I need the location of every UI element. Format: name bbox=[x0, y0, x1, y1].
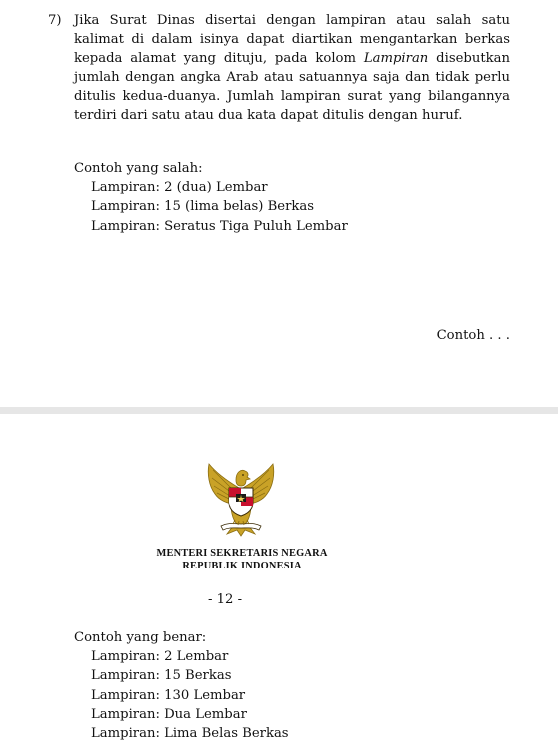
item-text-before: Jika Surat Dinas disertai dengan lampiran atau salah satu kalimat di dalam isinya dapat diartikan mengantarkan berkas kepada alamat yang dituju, pada kolom bbox=[74, 13, 510, 67]
correct-example-line: Lampiran: Dua Lembar bbox=[91, 706, 247, 722]
correct-example-line: Lampiran: Lima Belas Berkas bbox=[91, 726, 289, 742]
wrong-examples-list bbox=[91, 178, 348, 236]
rule-item-7 bbox=[48, 11, 510, 126]
page-separator bbox=[0, 407, 558, 414]
republic-title: REPUBLIK INDONESIA bbox=[182, 561, 302, 568]
continuation-marker: Contoh . . . bbox=[436, 328, 510, 343]
wrong-example-line: Lampiran: Seratus Tiga Puluh Lembar bbox=[91, 218, 348, 234]
item-text-after: disebutkan jumlah dengan angka Arab atau satuannya saja dan tidak perlu ditulis kedua-duanya. Jumlah lampiran surat yang bilangannya terdiri dari satu atau dua kata dapat ditulis dengan huruf. bbox=[74, 51, 510, 124]
correct-example-line: Lampiran: 2 Lembar bbox=[91, 649, 229, 664]
wrong-example-line: Lampiran: 15 (lima belas) Berkas bbox=[91, 199, 315, 215]
item-number: 7) bbox=[48, 13, 62, 28]
item-paragraph bbox=[74, 11, 510, 126]
wrong-examples-heading: Contoh yang salah: bbox=[74, 161, 203, 176]
ministry-title: MENTERI SEKRETARIS NEGARA bbox=[156, 548, 328, 559]
wrong-example-line: Lampiran: 2 (dua) Lembar bbox=[91, 180, 268, 195]
page-number: - 12 - bbox=[207, 592, 243, 607]
correct-example-line: Lampiran: 130 Lembar bbox=[91, 687, 246, 703]
correct-example-line: Lampiran: 15 Berkas bbox=[91, 668, 232, 684]
item-italic-term: Lampiran bbox=[363, 51, 429, 67]
garuda-emblem-icon bbox=[203, 460, 279, 538]
correct-examples-list bbox=[91, 647, 289, 743]
correct-examples-heading: Contoh yang benar: bbox=[74, 630, 207, 645]
